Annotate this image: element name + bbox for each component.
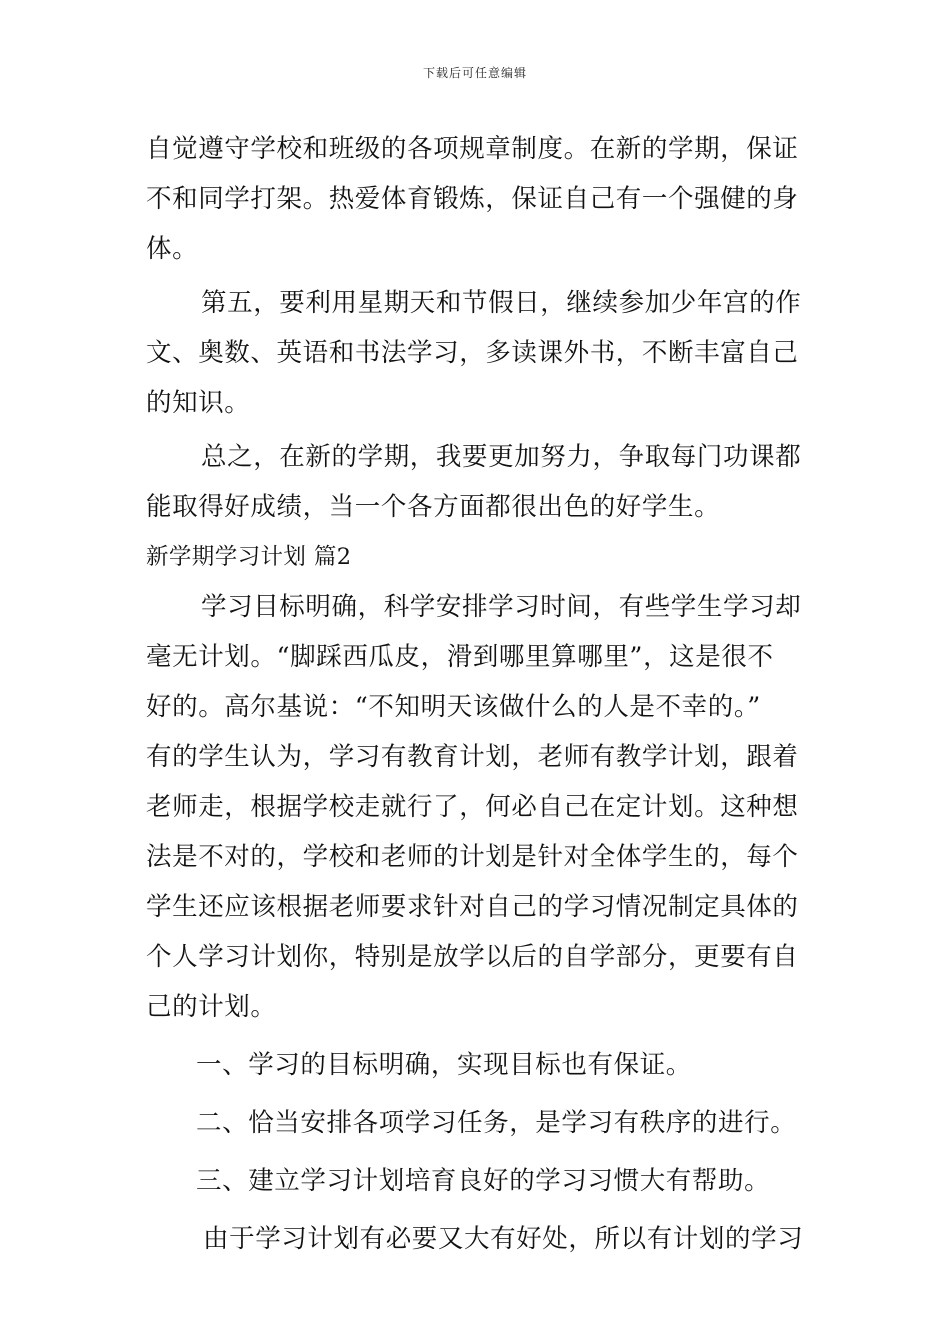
text-line: 个人学习计划你，特别是放学以后的自学部分，更要有自 xyxy=(146,942,799,972)
text-line: 法是不对的，学校和老师的计划是针对全体学生的，每个 xyxy=(146,842,799,872)
section-heading: 新学期学习计划 篇2 xyxy=(146,544,352,570)
list-item: 二、恰当安排各项学习任务，是学习有秩序的进行。 xyxy=(196,1108,797,1138)
text-line: 己的计划。 xyxy=(146,992,277,1022)
text-line: 自觉遵守学校和班级的各项规章制度。在新的学期，保证 xyxy=(146,134,799,164)
text-line: 体。 xyxy=(146,234,199,264)
paragraph-start-line: 第五，要利用星期天和节假日，继续参加少年宫的作 xyxy=(201,288,802,318)
text-line: 能取得好成绩，当一个各方面都很出色的好学生。 xyxy=(146,492,721,522)
text-line: 老师走，根据学校走就行了，何必自己在定计划。这种想 xyxy=(146,792,799,822)
header-note: 下载后可任意编辑 xyxy=(422,66,527,80)
text-line: 好的。高尔基说：“不知明天该做什么的人是不幸的。” xyxy=(146,692,761,722)
list-item: 一、学习的目标明确，实现目标也有保证。 xyxy=(196,1050,692,1080)
text-line: 有的学生认为，学习有教育计划，老师有教学计划，跟着 xyxy=(146,742,799,772)
paragraph-start-line: 学习目标明确，科学安排学习时间，有些学生学习却 xyxy=(201,592,802,622)
text-line: 文、奥数、英语和书法学习，多读课外书，不断丰富自己 xyxy=(146,338,799,368)
paragraph-start-line: 总之，在新的学期，我要更加努力，争取每门功课都 xyxy=(201,442,802,472)
list-item: 三、建立学习计划培育良好的学习习惯大有帮助。 xyxy=(196,1166,771,1196)
paragraph-start-line: 由于学习计划有必要又大有好处，所以有计划的学习 xyxy=(203,1224,804,1254)
text-line: 学生还应该根据老师要求针对自己的学习情况制定具体的 xyxy=(146,892,799,922)
text-line: 不和同学打架。热爱体育锻炼，保证自己有一个强健的身 xyxy=(146,184,799,214)
text-line: 的知识。 xyxy=(146,388,251,418)
document-body xyxy=(146,124,808,1264)
text-line: 毫无计划。“脚踩西瓜皮，滑到哪里算哪里”，这是很不 xyxy=(146,642,774,672)
